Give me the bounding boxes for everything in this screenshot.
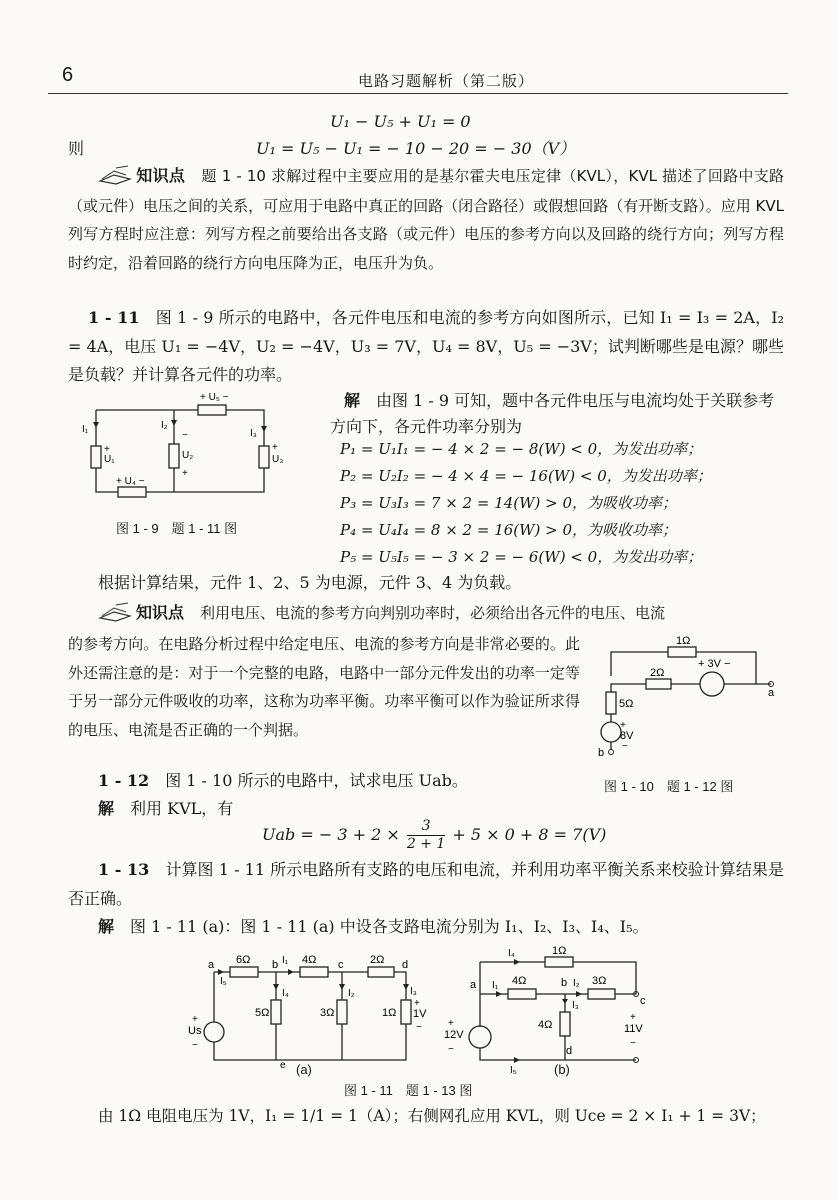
knowledge-label: 知识点 <box>136 168 186 185</box>
label-u2: U₂ <box>182 450 194 461</box>
label-u4: + U₄ − <box>116 476 145 487</box>
fig11b-plus-11v: + <box>630 1012 636 1023</box>
fig11a-r2: 2Ω <box>370 954 385 966</box>
uab-left: Uab = − 3 + 2 × <box>262 825 400 844</box>
fig11a-plus-1v: + <box>414 998 420 1009</box>
fig10-r5: 5Ω <box>619 698 634 710</box>
fig11b-r4b: 4Ω <box>538 1019 553 1031</box>
figure-1-11b-sublabel: (b) <box>554 1062 570 1077</box>
fig11a-i4: I₄ <box>282 988 289 999</box>
fig11a-r6: 6Ω <box>236 954 251 966</box>
solution-text-13: 图 1 - 11 (a)：图 1 - 11 (a) 中设各支路电流分别为 I₁、I₂、I₃、I₄、I₅。 <box>130 917 649 936</box>
label-plus-3: + <box>272 442 278 453</box>
label-u1: U₁ <box>104 454 115 465</box>
fig10-node-a: a <box>768 687 775 699</box>
label-plus-2: + <box>182 468 188 479</box>
fig11a-r1: 1Ω <box>382 1007 397 1019</box>
equation-2: U₁ = U₅ − U₁ = − 10 − 20 = − 30（V） <box>256 139 576 158</box>
fig11a-node-c: c <box>338 959 344 971</box>
book-icon <box>98 165 132 185</box>
fig10-plus: + <box>620 720 626 731</box>
fig11a-node-a: a <box>208 959 215 971</box>
problem-number-12: 1 - 12 <box>98 771 150 790</box>
solution-label-13: 解 <box>98 917 115 936</box>
fig11b-r3: 3Ω <box>592 975 607 987</box>
problem-1-11 <box>68 304 784 390</box>
fig11a-r4: 4Ω <box>302 954 317 966</box>
solution-intro-text: 由图 1 - 9 可知，题中各元件电压与电流均处于关联参考方向下，各元件功率分别为 <box>330 391 775 436</box>
fig11b-node-c: c <box>640 995 646 1007</box>
fig11b-minus-11v: − <box>630 1038 636 1049</box>
fig11b-node-d: d <box>566 1045 573 1057</box>
label-u5: + U₅ − <box>200 392 229 403</box>
problem-statement-12: 图 1 - 10 所示的电路中，试求电压 Uab。 <box>165 771 468 790</box>
fig10-minus: − <box>622 741 628 752</box>
knowledge-point-1 <box>68 162 784 277</box>
figure-1-10-caption: 图 1 - 10 题 1 - 12 图 <box>604 779 734 794</box>
figure-1-11a-circuit <box>180 950 430 1072</box>
problem-statement: 图 1 - 9 所示的电路中，各元件电压和电流的参考方向如图所示，已知 I₁ = I₃ = 2A，I₂ = 4A，电压 U₁ = −4V，U₂ = −4V，U₃ = 7V，U₄ = 8V，U₅ = −3V；试判断哪些是电源？哪些是负载？并计算各元件的功率。 <box>68 308 784 384</box>
power-p4: P₄ = U₄I₄ = 8 × 2 = 16(W) > 0，为吸收功率； <box>340 521 678 539</box>
fig11b-i2: I₂ <box>573 978 580 989</box>
problem-1-12 <box>98 768 468 791</box>
figure-1-9-circuit <box>78 388 298 498</box>
fig10-node-b: b <box>598 747 605 759</box>
power-p1: P₁ = U₁I₁ = − 4 × 2 = − 8(W) < 0，为发出功率； <box>340 440 703 458</box>
solution-1-11-intro <box>330 388 784 440</box>
problem-number-13: 1 - 13 <box>98 860 150 879</box>
fig11a-node-b: b <box>272 959 279 971</box>
fig10-r1: 1Ω <box>676 635 691 647</box>
figure-1-11a-sublabel: (a) <box>296 1062 312 1077</box>
power-p3: P₃ = U₃I₃ = 7 × 2 = 14(W) > 0，为吸收功率； <box>340 494 678 512</box>
label-i3: I₃ <box>250 428 257 439</box>
equation-1: U₁ − U₅ + U₁ = 0 <box>330 112 471 131</box>
fig11a-plus-us: + <box>192 1014 198 1025</box>
knowledge-point-2-first-line <box>98 600 788 623</box>
fig11b-r1: 1Ω <box>552 945 567 957</box>
running-title: 电路习题解析（第二版） <box>358 73 535 90</box>
fig11b-v11: 11V <box>624 1023 643 1035</box>
knowledge-text-2a: 利用电压、电流的参考方向判别功率时，必须给出各元件的电压、电流 <box>200 604 666 622</box>
solution-label-12: 解 <box>98 799 115 818</box>
fig11a-node-d: d <box>402 959 409 971</box>
conclusion-1-11: 根据计算结果，元件 1、2、5 为电源，元件 3、4 为负载。 <box>98 573 522 592</box>
fig11b-v12: 12V <box>444 1029 464 1041</box>
label-i1: I₁ <box>82 424 89 435</box>
fig11a-v1: 1V <box>413 1008 427 1020</box>
fig11a-us: Us <box>188 1025 202 1037</box>
fig11b-node-b: b <box>561 977 568 989</box>
equation-uab <box>262 818 606 853</box>
fig11b-i4: I₄ <box>508 948 515 959</box>
fig11a-i5: I₅ <box>220 976 227 987</box>
fig11a-i3: I₃ <box>410 986 417 997</box>
uab-right: + 5 × 0 + 8 = 7(V) <box>452 825 607 844</box>
fig11b-i3: I₃ <box>572 1000 579 1011</box>
book-icon-2 <box>98 602 132 622</box>
page-number: 6 <box>62 64 74 86</box>
problem-1-13 <box>68 856 784 913</box>
fig11a-minus-us: − <box>192 1040 198 1051</box>
fig11a-i1: I₁ <box>282 955 289 966</box>
uab-frac-num: 3 <box>407 818 445 836</box>
solution-1-13-last-line: 由 1Ω 电阻电压为 1V，I₁ = 1/1 = 1（A）；右侧网孔应用 KVL，则 Uce = 2 × I₁ + 1 = 3V； <box>98 1107 766 1125</box>
fig11b-node-a: a <box>470 979 477 991</box>
solution-1-12 <box>98 796 233 819</box>
fig11b-r4: 4Ω <box>512 975 527 987</box>
fig11a-r5: 5Ω <box>255 1007 270 1019</box>
fig11a-r3: 3Ω <box>320 1007 335 1019</box>
fig10-r2: 2Ω <box>650 667 665 679</box>
problem-statement-13: 计算图 1 - 11 所示电路所有支路的电压和电流，并利用功率平衡关系来校验计算结果是否正确。 <box>68 860 784 908</box>
fig11a-minus-1v: − <box>416 1022 422 1033</box>
figure-1-11b-circuit <box>440 942 660 1076</box>
header-rule <box>48 93 788 94</box>
figure-1-11-caption: 图 1 - 11 题 1 - 13 图 <box>344 1083 473 1098</box>
then-label: 则 <box>68 139 85 158</box>
figure-1-9-caption: 图 1 - 9 题 1 - 11 图 <box>116 521 238 536</box>
solution-1-13 <box>98 914 649 937</box>
uab-fraction <box>407 818 445 853</box>
figure-1-10-circuit <box>586 632 786 762</box>
power-p2: P₂ = U₂I₂ = − 4 × 4 = − 16(W) < 0，为发出功率； <box>340 467 712 485</box>
fig11b-plus-12v: + <box>448 1018 454 1029</box>
label-i2: I₂ <box>161 420 168 431</box>
fig11b-minus-12v: − <box>448 1044 454 1055</box>
problem-number: 1 - 11 <box>88 308 140 327</box>
fig11a-i2: I₂ <box>348 988 355 999</box>
solution-text-12: 利用 KVL，有 <box>130 799 234 818</box>
fig10-v3: + 3V − <box>698 658 731 670</box>
label-u3: U₃ <box>272 454 284 465</box>
uab-frac-den: 2 + 1 <box>406 836 446 852</box>
fig11a-node-e: e <box>280 1060 286 1071</box>
knowledge-text: 题 1 - 10 求解过程中主要应用的是基尔霍夫电压定律（KVL），KVL 描述了回路中支路（或元件）电压之间的关系，可应用于电路中真正的回路（闭合路径）或假想回路（有开断支路）。应用 KVL 列写方程时应注意：列写方程之前要给出各支路（或元件）电压的参考方向以及回路的绕行方向；列写方程时约定，沿着回路的绕行方向电压降为正，电压升为负。 <box>68 167 784 272</box>
label-plus-1: + <box>104 444 110 455</box>
fig10-v8: 8V <box>620 730 634 742</box>
solution-label: 解 <box>344 391 361 410</box>
fig11b-i1: I₁ <box>492 980 499 991</box>
fig11b-i5: I₅ <box>510 1065 517 1076</box>
knowledge-label-2: 知识点 <box>136 605 185 622</box>
power-p5: P₅ = U₅I₅ = − 3 × 2 = − 6(W) < 0，为发出功率； <box>340 548 703 566</box>
knowledge-point-2-body: 的参考方向。在电路分析过程中给定电压、电流的参考方向是非常必要的。此外还需注意的是：对于一个完整的电路，电路中一部分元件发出的功率一定等于另一部分元件吸收的功率，这称为功率平衡。功率平衡可以作为验证所求得的电压、电流是否正确的一个判据。 <box>68 635 580 739</box>
label-minus-2: − <box>182 430 188 441</box>
